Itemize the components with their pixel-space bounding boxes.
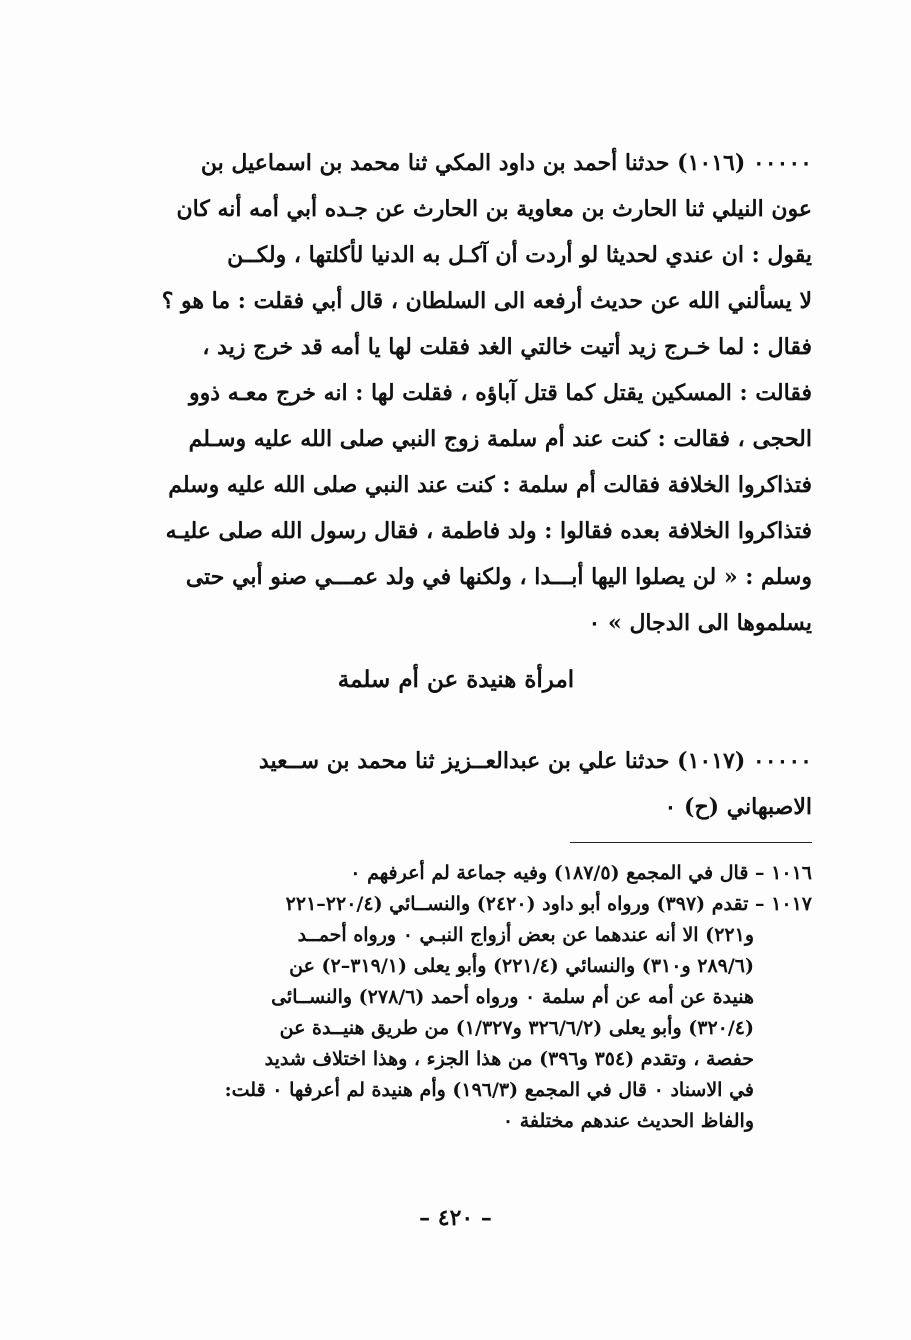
footnote-line: حفصة ، وتقدم (٣٥٤ و٣٩٦) من هذا الجزء ، وهذا اختلاف شديد [264, 1048, 754, 1070]
footnote-line: و٢٢١) الا أنه عندهما عن بعض أزواج النبـي ٠ ورواه أحمــد [297, 924, 754, 946]
text-line: ٠٠٠٠٠ (١٠١٧) حدثنا علي بن عبدالعــزيز ثنا محمد بن ســعيد [258, 748, 812, 774]
footnote-number: ١٠١٧ – [755, 893, 812, 915]
footnote-line: في الاسناد ٠ قال في المجمع (١٩٦/٣) وأم هنيدة لم أعرفها ٠ قلت: [224, 1079, 754, 1101]
footnote-line: (٢٨٩/٦ و٣١٠) والنسائي (٢٢١/٤) وأبو يعلى (٣١٩/١–٢) عن [289, 955, 754, 977]
text-line: عون النيلي ثنا الحارث بن معاوية بن الحارث عن جـده أبي أمه أنه كان [176, 196, 812, 222]
page-number: – ٤٢٠ – [419, 1205, 492, 1231]
section-heading: امرأة هنيدة عن أم سلمة [337, 666, 575, 693]
text-line: يسلموها الى الدجال » ٠ [588, 610, 812, 636]
text-line: فقالت : المسكين يقتل كما قتل آباؤه ، فقلت لها : انه خرج معـه ذوو [188, 380, 812, 406]
text-line: فتذاكروا الخلافة بعده فقالوا : ولد فاطمة ، فقال رسول الله صلى عليـه [165, 518, 812, 544]
text-line: ٠٠٠٠٠ (١٠١٦) حدثنا أحمد بن داود المكي ثنا محمد بن اسماعيل بن [200, 150, 812, 176]
text-line: فقال : لما خـرج زيد أتيت خالتي الغد فقلت لها يا أمه قد خرج زيد ، [202, 334, 812, 360]
footnote-line: هنيدة عن أمه عن أم سلمة ٠ ورواه أحمد (٢٧٨/٦) والنســائى [271, 986, 754, 1008]
footnote-line: (٣٢٠/٤) وأبو يعلى (٣٢٦/٦/٢ و١/٣٢٧) من طريق هنيــدة عن [279, 1017, 754, 1039]
hadith-1016-text [100, 140, 812, 646]
text-line: وسلم : « لن يصلوا اليها أبـــدا ، ولكنها في ولد عمـــي صنو أبي حتى [185, 564, 812, 590]
text-line: فتذاكروا الخلافة فقالت أم سلمة : كنت عند النبي صلى الله عليه وسلم [168, 472, 812, 498]
text-line: لا يسألني الله عن حديث أرفعه الى السلطان ، قال أبي فقلت : ما هو ؟ [161, 288, 812, 314]
footnote-1016 [100, 858, 812, 889]
text-line: يقول : ان عندي لحديثا لو أردت أن آكـل به الدنيا لأكلتها ، ولكــن [227, 242, 812, 268]
footnote-1017 [100, 889, 812, 1137]
text-line: الاصبهاني (ح) ٠ [664, 794, 812, 820]
footnote-text: تقدم (٣٩٧) ورواه أبو داود (٢٤٢٠) والنســائي (٢٢٠/٤–٢٢١ [285, 893, 749, 915]
footnote-line [100, 858, 812, 889]
hadith-1017-text [100, 738, 812, 830]
footnote-line: والفاظ الحديث عندهم مختلفة ٠ [502, 1110, 754, 1132]
footnote-text: قال في المجمع (١٨٧/٥) وفيه جماعة لم أعرفهم ٠ [350, 862, 749, 884]
text-line: الحجى ، فقالت : كنت عند أم سلمة زوج النبي صلى الله عليه وسـلم [188, 426, 812, 452]
footnote-divider [570, 842, 812, 843]
footnote-line [100, 889, 812, 920]
footnote-number: ١٠١٦ – [755, 862, 812, 884]
footnotes [100, 858, 812, 1137]
